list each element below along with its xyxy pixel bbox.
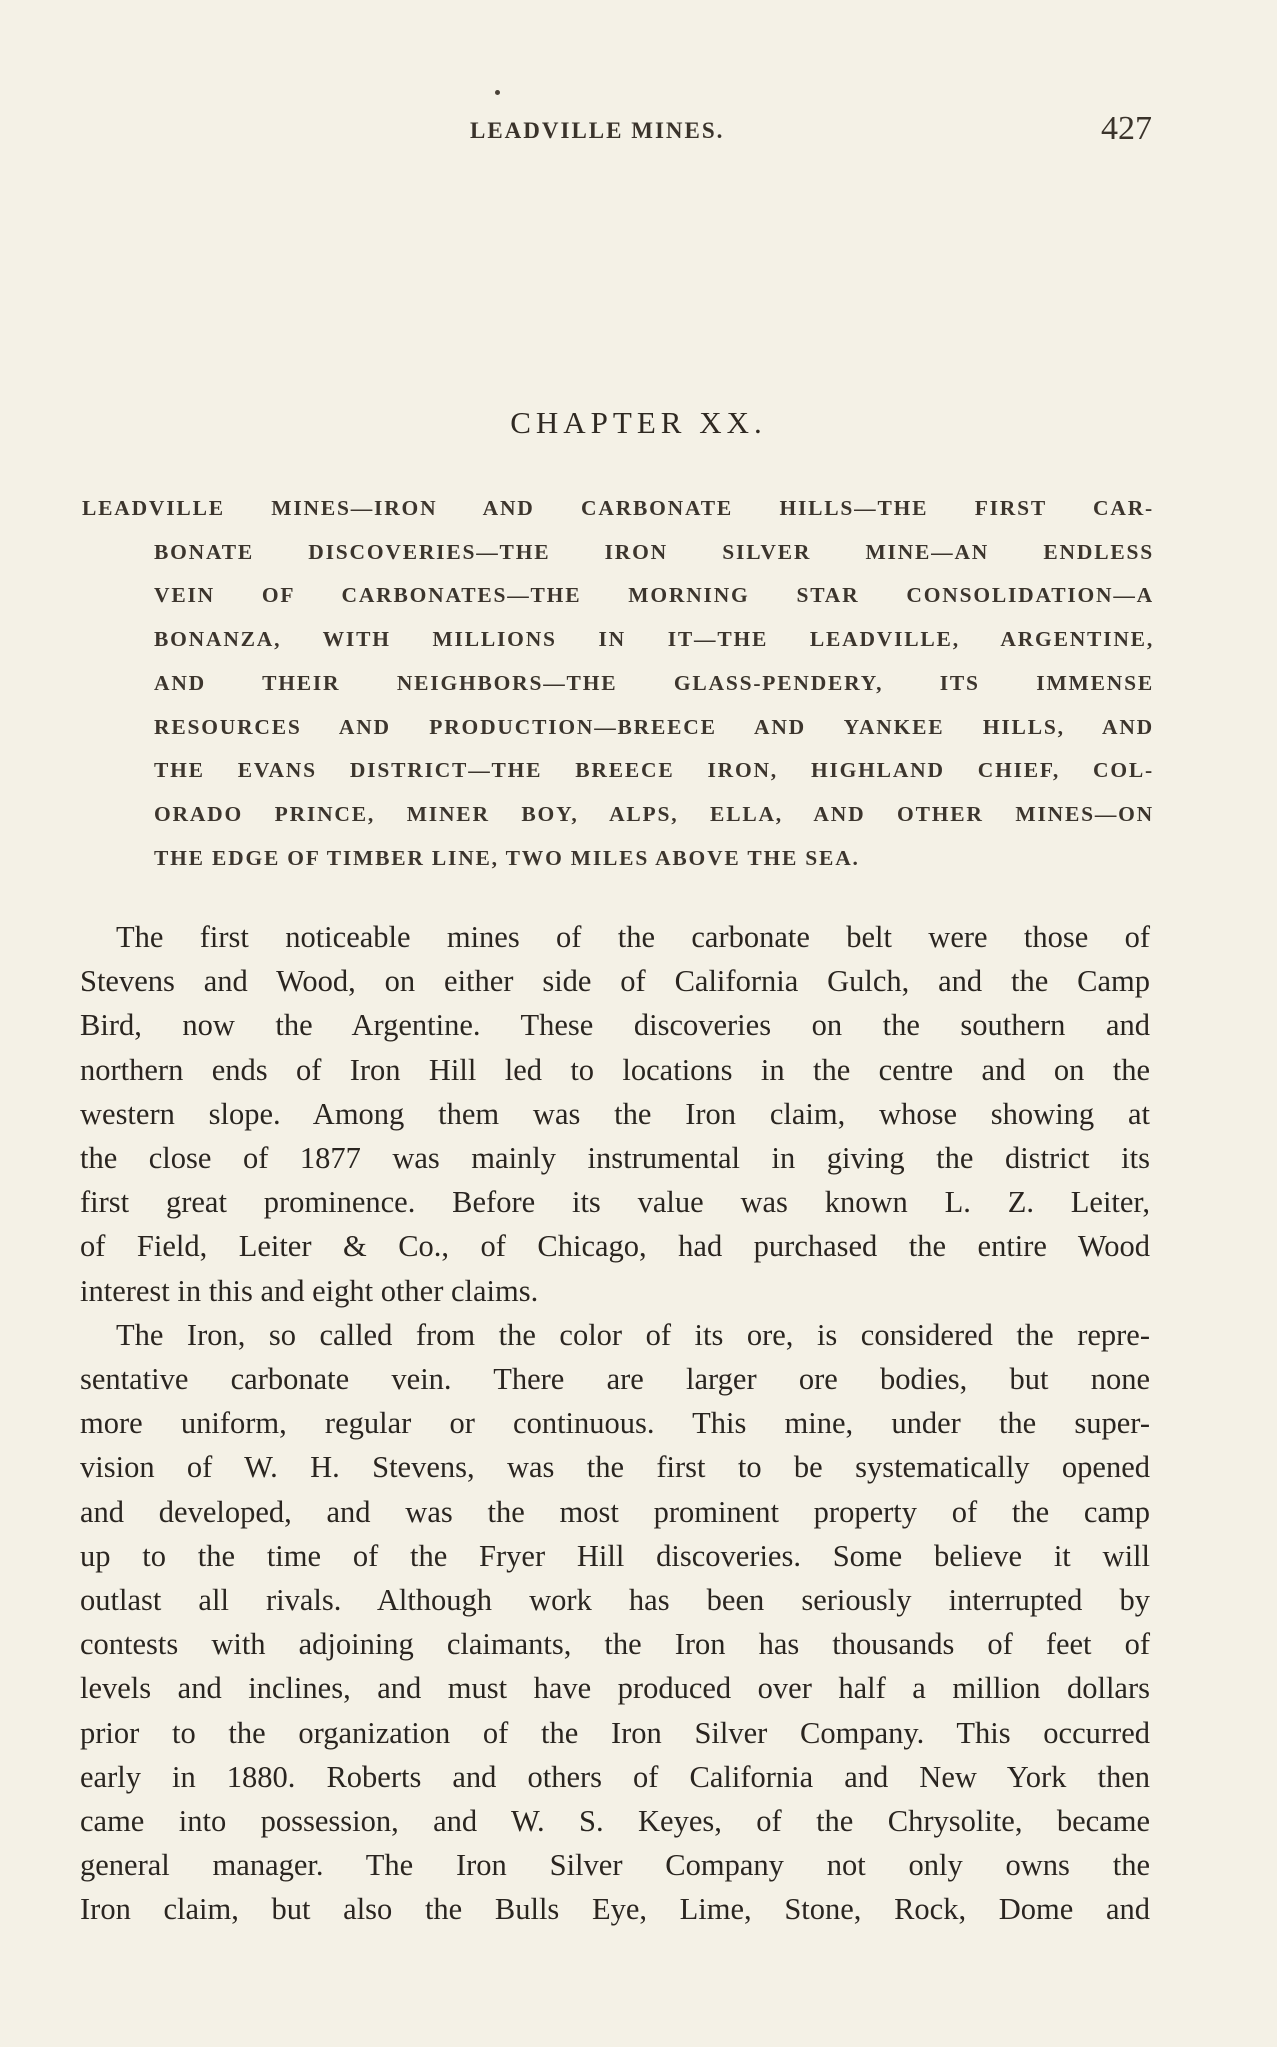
running-head: LEADVILLE MINES. (470, 118, 725, 143)
text-line: of Field, Leiter & Co., of Chicago, had purchased the entire Wood (80, 1229, 1150, 1264)
chapter-title: CHAPTER XX. (510, 405, 767, 440)
text-line: Bird, now the Argentine. These discoveries on the southern and (80, 1008, 1150, 1043)
text-line: outlast all rivals. Although work has been seriously interrupted by (80, 1583, 1150, 1618)
summary-line: LEADVILLE MINES—IRON AND CARBONATE HILLS—THE FIRST CAR- (82, 496, 1154, 520)
text-line: The Iron, so called from the color of its ore, is considered the repre- (116, 1317, 1150, 1352)
page-number: 427 (1101, 110, 1152, 147)
summary-line: BONANZA, WITH MILLIONS IN IT—THE LEADVILLE, ARGENTINE, (154, 627, 1154, 652)
summary-line: ORADO PRINCE, MINER BOY, ALPS, ELLA, AND OTHER MINES—ON (154, 801, 1154, 826)
text-line: prior to the organization of the Iron Silver Company. This occurred (80, 1715, 1150, 1750)
text-line: first great prominence. Before its value was known L. Z. Leiter, (80, 1185, 1150, 1220)
printer-mark (495, 90, 500, 95)
text-line: up to the time of the Fryer Hill discoveries. Some believe it will (80, 1538, 1150, 1573)
text-line: more uniform, regular or continuous. This mine, under the super- (80, 1406, 1150, 1441)
summary-line: THE EDGE OF TIMBER LINE, TWO MILES ABOVE THE SEA. (154, 845, 860, 870)
text-line: The first noticeable mines of the carbonate belt were those of (116, 920, 1150, 954)
text-line: vision of W. H. Stevens, was the first to be systematically opened (80, 1450, 1150, 1485)
text-line: contests with adjoining claimants, the Iron has thousands of feet of (80, 1627, 1150, 1662)
text-line: northern ends of Iron Hill led to locations in the centre and on the (80, 1052, 1150, 1087)
text-line: levels and inclines, and must have produced over half a million dollars (80, 1671, 1150, 1706)
summary-line: RESOURCES AND PRODUCTION—BREECE AND YANKEE HILLS, AND (154, 714, 1154, 739)
text-line: sentative carbonate vein. There are larger ore bodies, but none (80, 1362, 1150, 1397)
summary-line: BONATE DISCOVERIES—THE IRON SILVER MINE—AN ENDLESS (154, 539, 1154, 564)
text-line: general manager. The Iron Silver Company not only owns the (80, 1848, 1150, 1883)
text-line: the close of 1877 was mainly instrumental in giving the district its (80, 1141, 1150, 1176)
paragraph-2 (80, 1313, 1150, 1932)
summary-line: VEIN OF CARBONATES—THE MORNING STAR CONSOLIDATION—A (154, 583, 1154, 608)
text-line: Stevens and Wood, on either side of California Gulch, and the Camp (80, 964, 1150, 999)
text-line: interest in this and eight other claims. (80, 1273, 539, 1308)
text-line: came into possession, and W. S. Keyes, of the Chrysolite, became (80, 1804, 1150, 1839)
text-line: early in 1880. Roberts and others of California and New York then (80, 1759, 1150, 1794)
chapter-summary (82, 487, 1154, 880)
body-text (80, 915, 1150, 1932)
summary-line: THE EVANS DISTRICT—THE BREECE IRON, HIGHLAND CHIEF, COL- (154, 758, 1154, 783)
text-line: Iron claim, but also the Bulls Eye, Lime, Stone, Rock, Dome and (80, 1892, 1150, 1927)
text-line: and developed, and was the most prominent property of the camp (80, 1494, 1150, 1529)
text-line: western slope. Among them was the Iron claim, whose showing at (80, 1096, 1150, 1131)
summary-line: AND THEIR NEIGHBORS—THE GLASS-PENDERY, ITS IMMENSE (154, 670, 1154, 695)
paragraph-1 (80, 915, 1150, 1313)
